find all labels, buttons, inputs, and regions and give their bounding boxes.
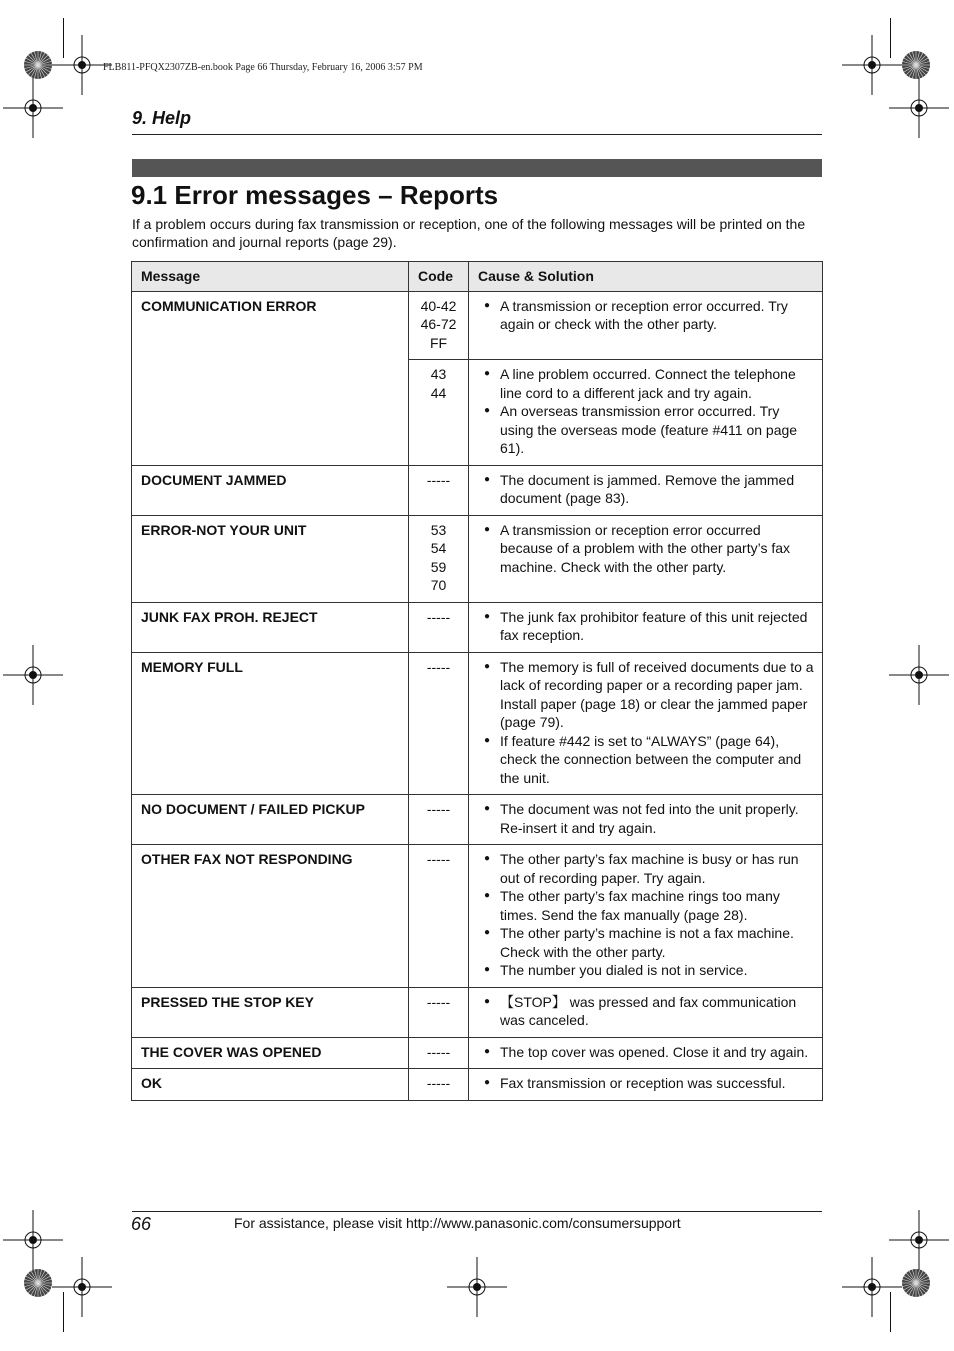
cause-item: ● The document was not fed into the unit properly. Re-insert it and try again. — [478, 800, 814, 837]
code-value: 59 — [430, 558, 447, 575]
cause-item: ● Fax transmission or reception was successful. — [478, 1074, 814, 1093]
code-cell — [409, 795, 469, 845]
cause-item: ● The number you dialed is not in service. — [478, 961, 814, 980]
cause-cell — [469, 987, 823, 1037]
cause-item: ● A transmission or reception error occurred because of a problem with the other party’s fax machine. Check with the other party. — [478, 521, 814, 577]
message-cell: THE COVER WAS OPENED — [132, 1037, 409, 1069]
cause-item: ● The other party’s fax machine rings too many times. Send the fax manually (page 28). — [478, 887, 814, 924]
cause-list — [478, 297, 814, 334]
message-cell: MEMORY FULL — [132, 652, 409, 795]
message-cell: PRESSED THE STOP KEY — [132, 987, 409, 1037]
cause-cell — [469, 845, 823, 988]
table-row — [132, 291, 823, 360]
code-cell — [409, 1069, 469, 1101]
cause-item: ● The document is jammed. Remove the jammed document (page 83). — [478, 471, 814, 508]
color-rosette-icon — [23, 1268, 53, 1298]
code-value: 44 — [430, 384, 447, 401]
code-cell — [409, 987, 469, 1037]
table-row — [132, 987, 823, 1037]
code-cell — [409, 602, 469, 652]
message-cell: JUNK FAX PROH. REJECT — [132, 602, 409, 652]
table-header-row — [132, 262, 823, 292]
header-code: Code — [409, 262, 469, 292]
cause-cell — [469, 1037, 823, 1069]
code-cell — [409, 845, 469, 988]
code-value: 54 — [430, 540, 447, 556]
crop-mark — [63, 18, 64, 58]
cause-item: ● An overseas transmission error occurred. Try using the overseas mode (feature #411 on page 61). — [478, 402, 814, 458]
code-cell — [409, 1037, 469, 1069]
color-rosette-icon — [901, 1268, 931, 1298]
cause-list — [478, 850, 814, 980]
crop-mark — [63, 1292, 64, 1332]
code-value: 43 — [430, 366, 447, 382]
cause-cell — [469, 795, 823, 845]
color-rosette-icon — [23, 50, 53, 80]
code-value: ----- — [426, 608, 451, 625]
table-row — [132, 652, 823, 795]
code-value: 53 — [430, 521, 447, 538]
code-value: ----- — [426, 993, 451, 1010]
code-value: ----- — [426, 801, 451, 817]
cause-list — [478, 365, 814, 458]
header-message: Message — [132, 262, 409, 292]
cause-item: ● The junk fax prohibitor feature of this unit rejected fax reception. — [478, 608, 814, 645]
code-value: 40-42 — [420, 297, 457, 314]
footer-rule — [132, 1211, 822, 1212]
code-cell — [409, 652, 469, 795]
page-title: 9.1 Error messages – Reports — [131, 180, 499, 210]
cause-list — [478, 800, 814, 837]
message-cell: OK — [132, 1069, 409, 1101]
color-rosette-icon — [901, 50, 931, 80]
intro-paragraph: If a problem occurs during fax transmission or reception, one of the following messages will be printed on the confirmation and journal reports (page 29). — [132, 216, 806, 250]
registration-mark-icon — [889, 1210, 949, 1270]
message-cell: ERROR-NOT YOUR UNIT — [132, 515, 409, 602]
cause-item: ● The other party’s machine is not a fax machine. Check with the other party. — [478, 924, 814, 961]
registration-mark-icon — [3, 645, 63, 705]
message-cell: COMMUNICATION ERROR — [132, 291, 409, 465]
cause-item: ● The memory is full of received documents due to a lack of recording paper or a recording paper jam. Install paper (page 18) or clear the jammed paper (page 79). — [478, 658, 814, 732]
table-row — [132, 845, 823, 988]
cause-item: ● The other party’s fax machine is busy or has run out of recording paper. Try again. — [478, 850, 814, 887]
print-info: FLB811-PFQX2307ZB-en.book Page 66 Thursday, February 16, 2006 3:57 PM — [103, 62, 423, 73]
cause-cell — [469, 465, 823, 515]
table-row — [132, 1069, 823, 1101]
error-messages-table — [131, 261, 823, 1101]
message-cell: NO DOCUMENT / FAILED PICKUP — [132, 795, 409, 845]
cause-list — [478, 471, 814, 508]
table-row — [132, 515, 823, 602]
code-cell — [409, 515, 469, 602]
registration-mark-icon — [447, 1257, 507, 1317]
code-value: 46-72 — [420, 316, 457, 332]
cause-item: ● 【STOP】 was pressed and fax communication was canceled. — [478, 993, 814, 1030]
message-cell: OTHER FAX NOT RESPONDING — [132, 845, 409, 988]
cause-cell — [469, 1069, 823, 1101]
registration-mark-icon — [3, 78, 63, 138]
title-bar — [132, 159, 822, 177]
registration-mark-icon — [889, 645, 949, 705]
code-value: ----- — [426, 471, 451, 488]
registration-mark-icon — [889, 78, 949, 138]
page-number: 66 — [131, 1214, 152, 1234]
crop-mark — [890, 1292, 891, 1332]
message-cell: DOCUMENT JAMMED — [132, 465, 409, 515]
table-row — [132, 1037, 823, 1069]
table-row — [132, 465, 823, 515]
code-value: FF — [429, 334, 448, 351]
footer-assistance: For assistance, please visit http://www.panasonic.com/consumersupport — [234, 1215, 681, 1231]
code-value: ----- — [426, 851, 451, 867]
code-value: ----- — [426, 1075, 451, 1091]
cause-cell — [469, 515, 823, 602]
cause-cell — [469, 652, 823, 795]
cause-cell — [469, 602, 823, 652]
table-row — [132, 795, 823, 845]
cause-cell — [469, 360, 823, 466]
cause-list — [478, 521, 814, 577]
code-value: ----- — [426, 1043, 451, 1060]
cause-list — [478, 1074, 814, 1093]
cause-item: ● The top cover was opened. Close it and try again. — [478, 1043, 814, 1062]
code-cell — [409, 360, 469, 466]
section-header: 9. Help — [132, 108, 822, 135]
cause-item: ● A transmission or reception error occurred. Try again or check with the other party. — [478, 297, 814, 334]
cause-item: ● If feature #442 is set to “ALWAYS” (page 64), check the connection between the computer and the unit. — [478, 732, 814, 788]
code-value: 70 — [430, 577, 447, 593]
code-cell — [409, 291, 469, 360]
table-row — [132, 602, 823, 652]
registration-mark-icon — [3, 1210, 63, 1270]
cause-cell — [469, 291, 823, 360]
crop-mark — [890, 18, 891, 58]
code-cell — [409, 465, 469, 515]
code-value: ----- — [426, 658, 451, 675]
cause-list — [478, 608, 814, 645]
header-cause: Cause & Solution — [469, 262, 823, 292]
cause-list — [478, 1043, 814, 1062]
cause-list — [478, 658, 814, 788]
cause-list — [478, 993, 814, 1030]
cause-item: ● A line problem occurred. Connect the telephone line cord to a different jack and try again. — [478, 365, 814, 402]
